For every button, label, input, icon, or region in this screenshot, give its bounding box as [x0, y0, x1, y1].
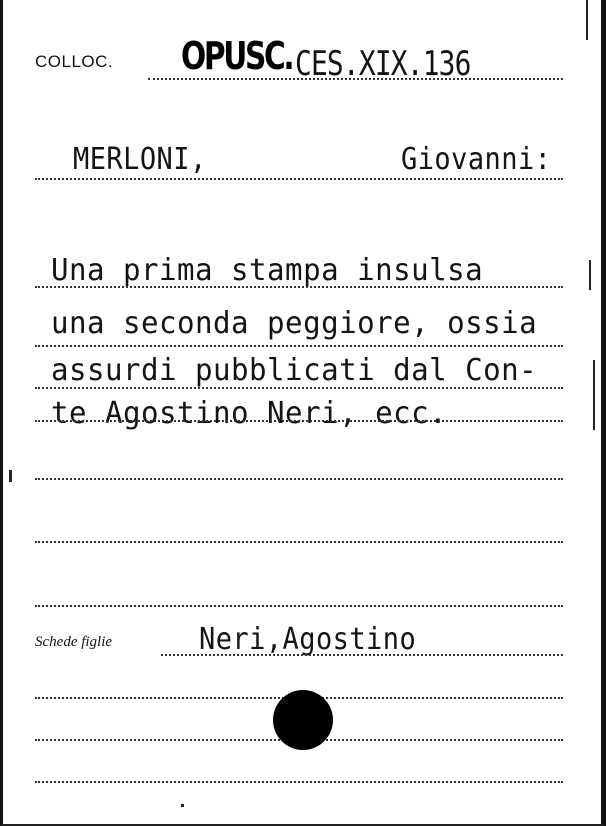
- title-line: Una prima stampa insulsa: [51, 253, 484, 288]
- title-line: te Agostino Neri, ecc.: [51, 396, 448, 431]
- dotted-rule: [35, 478, 563, 480]
- dotted-rule: [35, 178, 563, 180]
- dotted-rule: [35, 420, 563, 422]
- colloc-label: COLLOC.: [35, 52, 114, 71]
- dotted-rule: [35, 781, 563, 783]
- edge-mark: [9, 470, 12, 482]
- dotted-rule: [148, 78, 563, 80]
- edge-mark: [586, 0, 588, 40]
- dotted-rule: [35, 541, 563, 543]
- title-line: una seconda peggiore, ossia: [51, 306, 538, 341]
- colloc-value: CES.XIX.136: [295, 44, 471, 84]
- dotted-rule: [35, 605, 563, 607]
- edge-mark: [593, 360, 595, 430]
- schede-figlie-label: Schede figlie: [35, 634, 113, 650]
- author-given-name: Giovanni:: [401, 142, 552, 177]
- colloc-stamp: OPUSC.: [181, 34, 293, 78]
- edge-mark: [589, 260, 591, 290]
- edge-mark: [181, 804, 184, 807]
- dotted-rule: [35, 345, 563, 347]
- schede-figlie-value: Neri,Agostino: [199, 622, 417, 657]
- punch-hole: [273, 690, 333, 750]
- dotted-rule: [35, 286, 563, 288]
- author-surname: MERLONI,: [73, 142, 207, 177]
- dotted-rule: [35, 387, 563, 389]
- dotted-rule: [161, 654, 563, 656]
- title-line: assurdi pubblicati dal Con-: [51, 353, 538, 388]
